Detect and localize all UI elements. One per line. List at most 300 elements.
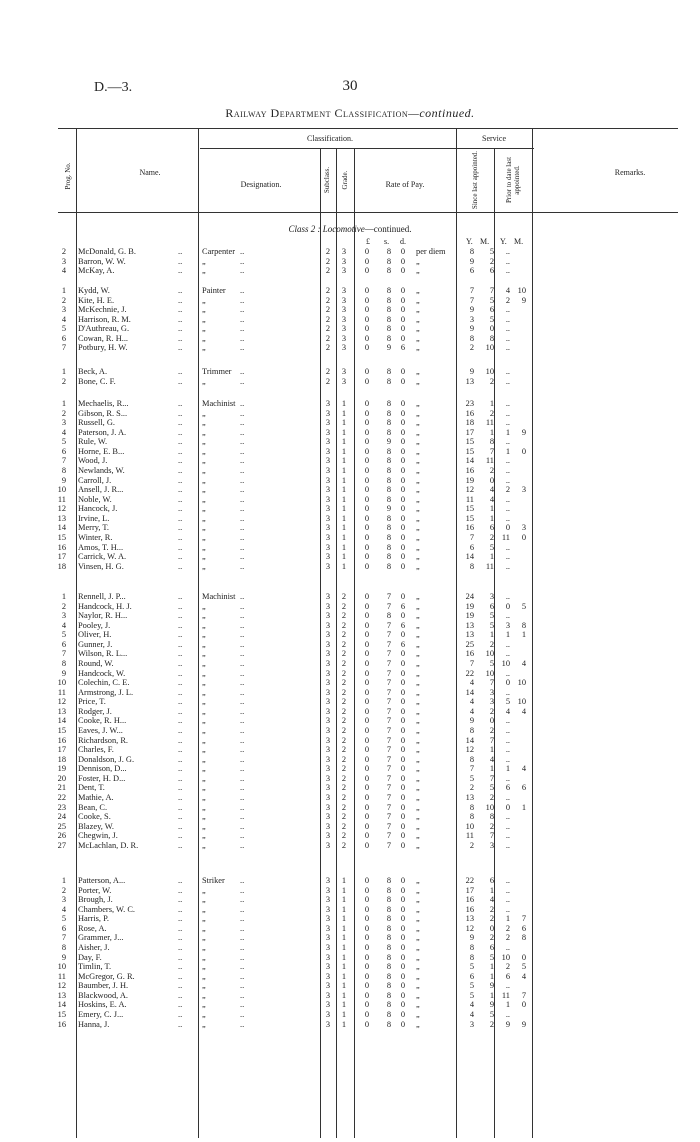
- leader-dots: ..: [240, 678, 245, 688]
- tp-cell: „: [416, 658, 420, 668]
- ds-cell: „: [202, 725, 206, 735]
- leader-dots: ..: [178, 266, 183, 276]
- gr-cell: 1: [341, 465, 347, 475]
- gr-cell: 1: [341, 981, 347, 991]
- tp-cell: „: [416, 1019, 420, 1029]
- pounds-cell: 0: [364, 601, 370, 611]
- sm-cell: 2: [489, 639, 494, 649]
- sm-cell: 9: [489, 1000, 494, 1010]
- dd2-cell: 0: [400, 418, 406, 428]
- sm-cell: 8: [489, 333, 494, 343]
- py-cell: ..: [505, 773, 510, 783]
- nm-cell: Kite, H. E.: [78, 295, 115, 305]
- ss-cell: 8: [386, 295, 392, 305]
- dd2-cell: 0: [400, 821, 406, 831]
- leader-dots: ..: [178, 611, 183, 621]
- sc-cell: 3: [325, 783, 331, 793]
- leader-dots: ..: [240, 962, 245, 972]
- py-cell: 10: [501, 952, 510, 962]
- sm-cell: 3: [489, 592, 494, 601]
- dd2-cell: 0: [400, 630, 406, 640]
- tp-cell: „: [416, 592, 420, 601]
- sc-cell: 3: [325, 620, 331, 630]
- gr-cell: 3: [341, 324, 347, 334]
- pounds-cell: 0: [364, 286, 370, 295]
- sc-cell: 3: [325, 475, 331, 485]
- nm-cell: D'Authreau, G.: [78, 324, 130, 334]
- py-cell: 0: [505, 523, 510, 533]
- no-cell: 10: [57, 678, 66, 688]
- remarks-header: Remarks.: [614, 168, 646, 177]
- pounds-cell: 0: [364, 333, 370, 343]
- sc-cell: 3: [325, 962, 331, 972]
- leader-dots: ..: [178, 923, 183, 933]
- pounds-cell: 0: [364, 962, 370, 972]
- sm-cell: 0: [489, 324, 494, 334]
- sy-cell: 9: [469, 716, 474, 726]
- leader-dots: ..: [240, 923, 245, 933]
- leader-dots: ..: [240, 620, 245, 630]
- gr-cell: 1: [341, 542, 347, 552]
- dd2-cell: 0: [400, 247, 406, 256]
- leader-dots: ..: [178, 542, 183, 552]
- pounds-cell: 0: [364, 513, 370, 523]
- tp-cell: „: [416, 630, 420, 640]
- ds-cell: „: [202, 962, 206, 972]
- tp-cell: „: [416, 792, 420, 802]
- tp-cell: „: [416, 639, 420, 649]
- leader-dots: ..: [240, 532, 245, 542]
- gr-cell: 2: [341, 620, 347, 630]
- leader-dots: ..: [240, 376, 245, 386]
- no-cell: 1: [61, 367, 66, 376]
- dd2-cell: 0: [400, 446, 406, 456]
- document-reference: D.—3.: [94, 80, 133, 95]
- ds-cell: „: [202, 687, 206, 697]
- py-cell: ..: [505, 324, 510, 334]
- sc-cell: 3: [325, 532, 331, 542]
- prior-header: Prior to date last appointed.: [505, 156, 521, 204]
- ds-cell: „: [202, 601, 206, 611]
- dd2-cell: 0: [400, 840, 406, 850]
- py-cell: ..: [505, 725, 510, 735]
- ss-cell: 8: [386, 513, 392, 523]
- sm-cell: 10: [485, 367, 494, 376]
- ds-cell: „: [202, 343, 206, 353]
- ss-cell: 8: [386, 611, 392, 621]
- pm-cell: 10: [517, 286, 526, 295]
- sm-cell: 6: [489, 266, 494, 276]
- tp-cell: „: [416, 914, 420, 924]
- leader-dots: ..: [178, 552, 183, 562]
- leader-dots: ..: [178, 295, 183, 305]
- ss-cell: 8: [386, 523, 392, 533]
- py-cell: 11: [501, 532, 510, 542]
- sm-cell: 1: [489, 971, 494, 981]
- pounds-cell: 0: [364, 735, 370, 745]
- ds-cell: „: [202, 1019, 206, 1029]
- nm-cell: Wilson, R. L...: [78, 649, 128, 659]
- sm-cell: 7: [489, 831, 494, 841]
- py-cell: 6: [505, 971, 510, 981]
- dd2-cell: 0: [400, 286, 406, 295]
- pounds-cell: 0: [364, 256, 370, 266]
- ss-cell: 8: [386, 324, 392, 334]
- ds-cell: „: [202, 456, 206, 466]
- py-cell: 0: [505, 678, 510, 688]
- tp-cell: „: [416, 611, 420, 621]
- column-rule: [320, 148, 321, 1138]
- no-cell: 13: [57, 513, 66, 523]
- pounds-cell: 0: [364, 658, 370, 668]
- nm-cell: McGregor, G. R.: [78, 971, 135, 981]
- leader-dots: ..: [178, 942, 183, 952]
- dd2-cell: 0: [400, 532, 406, 542]
- no-cell: 6: [61, 923, 66, 933]
- pm-cell: 4: [521, 658, 526, 668]
- dd2-cell: 0: [400, 981, 406, 991]
- gr-cell: 1: [341, 437, 347, 447]
- leader-dots: ..: [240, 266, 245, 276]
- ss-cell: 8: [386, 885, 392, 895]
- ss-cell: 8: [386, 914, 392, 924]
- py-cell: ..: [505, 494, 510, 504]
- py-cell: 5: [505, 697, 510, 707]
- no-cell: 8: [61, 465, 66, 475]
- column-rule: [532, 128, 533, 1138]
- no-cell: 10: [57, 485, 66, 495]
- nm-cell: Beck, A.: [78, 367, 108, 376]
- tp-cell: „: [416, 399, 420, 408]
- nm-cell: Chambers, W. C.: [78, 904, 135, 914]
- leader-dots: ..: [240, 494, 245, 504]
- sm-cell: 6: [489, 601, 494, 611]
- no-cell: 14: [57, 716, 66, 726]
- leader-dots: ..: [178, 465, 183, 475]
- tp-cell: „: [416, 716, 420, 726]
- sm-cell: 5: [489, 314, 494, 324]
- ds-cell: „: [202, 754, 206, 764]
- sm-cell: 3: [489, 687, 494, 697]
- no-cell: 22: [57, 792, 66, 802]
- tp-cell: „: [416, 408, 420, 418]
- gr-cell: 1: [341, 408, 347, 418]
- ds-cell: „: [202, 706, 206, 716]
- py-cell: 0: [505, 802, 510, 812]
- ss-cell: 7: [386, 697, 392, 707]
- leader-dots: ..: [178, 764, 183, 774]
- sy-cell: 9: [469, 933, 474, 943]
- leader-dots: ..: [240, 885, 245, 895]
- py-cell: 1: [505, 914, 510, 924]
- leader-dots: ..: [178, 1000, 183, 1010]
- sy-cell: 13: [465, 620, 474, 630]
- ds-cell: „: [202, 305, 206, 315]
- sc-cell: 3: [325, 504, 331, 514]
- pence-unit: d.: [400, 237, 406, 246]
- ds-cell: „: [202, 1000, 206, 1010]
- tp-cell: „: [416, 678, 420, 688]
- leader-dots: ..: [240, 971, 245, 981]
- dd2-cell: 0: [400, 333, 406, 343]
- sm-cell: 1: [489, 745, 494, 755]
- tp-cell: „: [416, 840, 420, 850]
- no-cell: 15: [57, 1009, 66, 1019]
- no-cell: 6: [61, 639, 66, 649]
- no-cell: 5: [61, 630, 66, 640]
- ds-cell: „: [202, 668, 206, 678]
- no-cell: 2: [61, 295, 66, 305]
- tp-cell: „: [416, 971, 420, 981]
- sy-cell: 6: [469, 266, 474, 276]
- dd2-cell: 0: [400, 678, 406, 688]
- ss-cell: 7: [386, 783, 392, 793]
- sm-cell: 6: [489, 305, 494, 315]
- sc-cell: 3: [325, 552, 331, 562]
- leader-dots: ..: [240, 783, 245, 793]
- sc-cell: 3: [325, 561, 331, 571]
- ds-cell: „: [202, 933, 206, 943]
- ss-cell: 9: [386, 437, 392, 447]
- sc-cell: 3: [325, 725, 331, 735]
- sm-cell: 7: [489, 773, 494, 783]
- gr-cell: 1: [341, 923, 347, 933]
- ss-cell: 7: [386, 802, 392, 812]
- sc-cell: 3: [325, 942, 331, 952]
- dd2-cell: 0: [400, 523, 406, 533]
- sm-cell: 2: [489, 914, 494, 924]
- leader-dots: ..: [240, 485, 245, 495]
- tp-cell: „: [416, 1000, 420, 1010]
- sy-cell: 9: [469, 367, 474, 376]
- ds-cell: „: [202, 532, 206, 542]
- pm-cell: 9: [521, 427, 526, 437]
- pounds-cell: 0: [364, 668, 370, 678]
- no-cell: 13: [57, 706, 66, 716]
- no-cell: 3: [61, 611, 66, 621]
- py-cell: ..: [505, 513, 510, 523]
- ds-cell: „: [202, 266, 206, 276]
- pounds-unit: £: [366, 237, 370, 246]
- sy-cell: 6: [469, 971, 474, 981]
- sc-cell: 3: [325, 399, 331, 408]
- gr-cell: 2: [341, 678, 347, 688]
- dd2-cell: 0: [400, 408, 406, 418]
- sc-cell: 3: [325, 1000, 331, 1010]
- no-cell: 12: [57, 981, 66, 991]
- tp-cell: „: [416, 324, 420, 334]
- tp-cell: „: [416, 952, 420, 962]
- leader-dots: ..: [178, 376, 183, 386]
- py-cell: ..: [505, 668, 510, 678]
- tp-cell: „: [416, 256, 420, 266]
- leader-dots: ..: [178, 706, 183, 716]
- sc-cell: 3: [325, 513, 331, 523]
- pounds-cell: 0: [364, 745, 370, 755]
- py-cell: ..: [505, 885, 510, 895]
- sc-cell: 3: [325, 611, 331, 621]
- pm-cell: 4: [521, 764, 526, 774]
- py-cell: ..: [505, 895, 510, 905]
- leader-dots: ..: [178, 437, 183, 447]
- py-cell: ..: [505, 552, 510, 562]
- py-cell: ..: [505, 754, 510, 764]
- pounds-cell: 0: [364, 399, 370, 408]
- nm-cell: Charles, F.: [78, 745, 114, 755]
- leader-dots: ..: [178, 697, 183, 707]
- tp-cell: „: [416, 942, 420, 952]
- ss-cell: 7: [386, 735, 392, 745]
- dd2-cell: 0: [400, 485, 406, 495]
- sy-cell: 17: [465, 885, 474, 895]
- ss-cell: 7: [386, 792, 392, 802]
- gr-cell: 1: [341, 561, 347, 571]
- sy-cell: 8: [469, 802, 474, 812]
- py-cell: ..: [505, 745, 510, 755]
- leader-dots: ..: [178, 475, 183, 485]
- ss-cell: 8: [386, 408, 392, 418]
- tp-cell: „: [416, 305, 420, 315]
- ss-cell: 7: [386, 620, 392, 630]
- pounds-cell: 0: [364, 552, 370, 562]
- ss-cell: 7: [386, 840, 392, 850]
- no-cell: 2: [61, 376, 66, 386]
- pounds-cell: 0: [364, 952, 370, 962]
- ds-cell: „: [202, 895, 206, 905]
- pm-cell: 3: [521, 485, 526, 495]
- sc-cell: 3: [325, 542, 331, 552]
- dd2-cell: 0: [400, 952, 406, 962]
- dd2-cell: 0: [400, 611, 406, 621]
- pounds-cell: 0: [364, 942, 370, 952]
- nm-cell: Aisher, J.: [78, 942, 110, 952]
- sm-cell: 9: [489, 981, 494, 991]
- sc-cell: 3: [325, 812, 331, 822]
- dd2-cell: 0: [400, 885, 406, 895]
- tp-cell: „: [416, 1009, 420, 1019]
- sy-cell: 4: [469, 697, 474, 707]
- nm-cell: Mathie, A.: [78, 792, 114, 802]
- pounds-cell: 0: [364, 427, 370, 437]
- ss-cell: 8: [386, 286, 392, 295]
- dd2-cell: 6: [400, 601, 406, 611]
- sy-cell: 13: [465, 792, 474, 802]
- dd2-cell: 0: [400, 706, 406, 716]
- no-cell: 9: [61, 952, 66, 962]
- pounds-cell: 0: [364, 802, 370, 812]
- sy-cell: 15: [465, 437, 474, 447]
- leader-dots: ..: [178, 745, 183, 755]
- leader-dots: ..: [240, 513, 245, 523]
- sm-cell: 4: [489, 895, 494, 905]
- ss-cell: 8: [386, 933, 392, 943]
- gr-cell: 3: [341, 295, 347, 305]
- ds-cell: „: [202, 418, 206, 428]
- ds-cell: „: [202, 942, 206, 952]
- no-cell: 4: [61, 904, 66, 914]
- sm-cell: 10: [485, 668, 494, 678]
- gr-cell: 2: [341, 687, 347, 697]
- no-cell: 16: [57, 735, 66, 745]
- no-cell: 6: [61, 333, 66, 343]
- nm-cell: Hancock, J.: [78, 504, 118, 514]
- dd2-cell: 0: [400, 266, 406, 276]
- leader-dots: ..: [240, 295, 245, 305]
- ss-cell: 8: [386, 494, 392, 504]
- since-months-unit: M.: [480, 237, 490, 246]
- tp-cell: „: [416, 706, 420, 716]
- leader-dots: ..: [178, 523, 183, 533]
- sc-cell: 3: [325, 914, 331, 924]
- leader-dots: ..: [178, 716, 183, 726]
- leader-dots: ..: [178, 773, 183, 783]
- leader-dots: ..: [240, 764, 245, 774]
- pounds-cell: 0: [364, 485, 370, 495]
- designation-header: Designation.: [240, 180, 282, 189]
- sc-cell: 2: [325, 266, 331, 276]
- sc-cell: 2: [325, 256, 331, 266]
- tp-cell: „: [416, 418, 420, 428]
- ss-cell: 7: [386, 812, 392, 822]
- pounds-cell: 0: [364, 295, 370, 305]
- sy-cell: 8: [469, 333, 474, 343]
- ds-cell: „: [202, 561, 206, 571]
- tp-cell: per diem: [416, 247, 446, 256]
- py-cell: ..: [505, 376, 510, 386]
- no-cell: 26: [57, 831, 66, 841]
- pm-cell: 0: [521, 1000, 526, 1010]
- column-rule: [198, 128, 199, 1138]
- tp-cell: „: [416, 904, 420, 914]
- dd2-cell: 0: [400, 1000, 406, 1010]
- leader-dots: ..: [178, 1009, 183, 1019]
- leader-dots: ..: [240, 706, 245, 716]
- gr-cell: 3: [341, 314, 347, 324]
- nm-cell: Timlin, T.: [78, 962, 112, 972]
- gr-cell: 1: [341, 990, 347, 1000]
- no-cell: 17: [57, 552, 66, 562]
- gr-cell: 2: [341, 630, 347, 640]
- sm-cell: 4: [489, 494, 494, 504]
- ds-cell: „: [202, 513, 206, 523]
- dd2-cell: 0: [400, 971, 406, 981]
- nm-cell: Price, T.: [78, 697, 106, 707]
- pounds-cell: 0: [364, 904, 370, 914]
- dd2-cell: 0: [400, 764, 406, 774]
- sy-cell: 14: [465, 552, 474, 562]
- ds-cell: „: [202, 523, 206, 533]
- gr-cell: 2: [341, 639, 347, 649]
- pounds-cell: 0: [364, 831, 370, 841]
- sm-cell: 1: [489, 990, 494, 1000]
- py-cell: ..: [505, 333, 510, 343]
- gr-cell: 2: [341, 725, 347, 735]
- py-cell: 10: [501, 658, 510, 668]
- pounds-cell: 0: [364, 542, 370, 552]
- ss-cell: 8: [386, 942, 392, 952]
- leader-dots: ..: [240, 802, 245, 812]
- nm-cell: Mechaelis, R...: [78, 399, 129, 408]
- page-title: Railway Department Classification—continued.: [225, 106, 475, 120]
- leader-dots: ..: [240, 456, 245, 466]
- no-cell: 13: [57, 990, 66, 1000]
- pounds-cell: 0: [364, 716, 370, 726]
- leader-dots: ..: [178, 933, 183, 943]
- tp-cell: „: [416, 687, 420, 697]
- sc-cell: 3: [325, 876, 331, 885]
- gr-cell: 2: [341, 792, 347, 802]
- ss-cell: 7: [386, 706, 392, 716]
